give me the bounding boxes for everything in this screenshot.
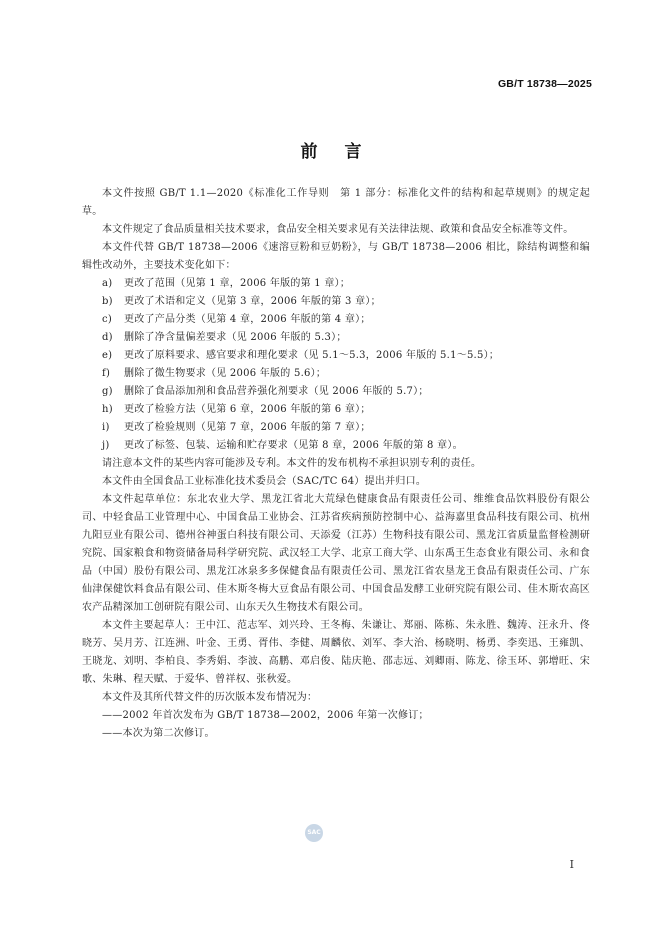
standard-code: GB/T 18738—2025 bbox=[497, 78, 592, 90]
list-item-text: 更改了原料要求、感官要求和理化要求（见 5.1～5.3，2006 年版的 5.1～5.5）； bbox=[124, 350, 500, 361]
paragraph-drafters: 本文件主要起草人：王中江、范志军、刘兴玲、王冬梅、朱谦让、郑丽、陈栋、朱永胜、魏涛、汪永升、佟晓芳、吴月芳、江连洲、叶金、王勇、胥伟、李健、周麟依、刘军、李大治、杨晓明、杨勇、李奕迅、王雍凯、王晓龙、刘明、李柏良、李秀娟、李波、高鹏、邓启俊、陆庆艳、邵志远、刘卿雨、陈龙、徐玉环、郭增旺、宋歌、朱琳、程天赋、于爱华、曾祥权、张秋爱。 bbox=[82, 620, 590, 685]
paragraph-patent-notice: 请注意本文件的某些内容可能涉及专利。本文件的发布机构不承担识别专利的责任。 bbox=[102, 458, 482, 469]
list-item bbox=[82, 437, 590, 455]
list-item-label: c) bbox=[102, 314, 113, 325]
history-item: ——2002 年首次发布为 GB/T 18738—2002，2006 年第一次修订； bbox=[102, 710, 429, 721]
list-item-text: 更改了检验规则（见第 7 章，2006 年版的第 7 章）； bbox=[124, 422, 371, 433]
page-title: 前言 bbox=[300, 142, 389, 162]
list-item bbox=[82, 275, 590, 293]
paragraph-drafting-rules: 本文件按照 GB/T 1.1—2020《标准化工作导则 第 1 部分：标准化文件的结构和起草规则》的规定起草。 bbox=[82, 188, 590, 217]
paragraph-scope-note: 本文件规定了食品质量相关技术要求，食品安全相关要求见有关法律法规、政策和食品安全标准等文件。 bbox=[102, 224, 574, 235]
paragraph-drafting-units: 本文件起草单位：东北农业大学、黑龙江省北大荒绿色健康食品有限责任公司、维维食品饮料股份有限公司、中轻食品工业管理中心、中国食品工业协会、江苏省疾病预防控制中心、益海嘉里食品科技有限公司、杭州九阳豆业有限公司、德州谷神蛋白科技有限公司、天添爱（江苏）生物科技有限公司、黑龙江省质量监督检测研究院、国家粮食和物资储备局科学研究院、武汉轻工大学、北京工商大学、山东禹王生态食业有限公司、永和食品（中国）股份有限公司、黑龙江冰泉多多保健食品有限责任公司、黑龙江省农垦龙王食品有限责任公司、广东仙津保健饮料食品有限公司、佳木斯冬梅大豆食品有限公司、中国食品发酵工业研究院有限公司、佳木斯农高区农产品精深加工创研院有限公司、山东天久生物技术有限公司。 bbox=[82, 494, 590, 613]
sac-seal-icon: SAC bbox=[305, 824, 323, 842]
list-item bbox=[82, 419, 590, 437]
list-item bbox=[82, 365, 590, 383]
paragraph-replaces: 本文件代替 GB/T 18738—2006《速溶豆粉和豆奶粉》，与 GB/T 18738—2006 相比，除结构调整和编辑性改动外，主要技术变化如下： bbox=[82, 242, 590, 271]
list-item bbox=[82, 293, 590, 311]
list-item-label: a) bbox=[102, 278, 113, 289]
list-item-label: f) bbox=[102, 368, 111, 379]
list-item-label: i) bbox=[102, 422, 110, 433]
list-item-label: h) bbox=[102, 404, 113, 415]
list-item bbox=[82, 383, 590, 401]
list-item-label: b) bbox=[102, 296, 113, 307]
list-item bbox=[82, 401, 590, 419]
list-item-text: 更改了术语和定义（见第 3 章，2006 年版的第 3 章）； bbox=[124, 296, 381, 307]
paragraph-proposer: 本文件由全国食品工业标准化技术委员会（SAC/TC 64）提出并归口。 bbox=[102, 476, 427, 487]
paragraph-history-intro: 本文件及其所代替文件的历次版本发布情况为： bbox=[102, 692, 318, 703]
list-item-text: 删除了食品添加剂和食品营养强化剂要求（见 2006 年版的 5.7）； bbox=[124, 386, 429, 397]
list-item-text: 更改了范围（见第 1 章，2006 年版的第 1 章）； bbox=[124, 278, 351, 289]
history-item: ——本次为第二次修订。 bbox=[102, 728, 215, 739]
list-item-label: d) bbox=[102, 332, 113, 343]
page-number: I bbox=[569, 858, 574, 871]
list-item-text: 删除了微生物要求（见 2006 年版的 5.6）； bbox=[124, 368, 327, 379]
list-item-text: 删除了净含量偏差要求（见 2006 年版的 5.3）； bbox=[124, 332, 347, 343]
changes-list bbox=[82, 275, 590, 455]
list-item-text: 更改了标签、包装、运输和贮存要求（见第 8 章，2006 年版的第 8 章）。 bbox=[124, 440, 463, 451]
list-item-label: j) bbox=[102, 440, 110, 451]
list-item bbox=[82, 347, 590, 365]
list-item bbox=[82, 311, 590, 329]
foreword-body bbox=[82, 185, 590, 743]
list-item-text: 更改了产品分类（见第 4 章，2006 年版的第 4 章）； bbox=[124, 314, 371, 325]
list-item-label: g) bbox=[102, 386, 113, 397]
list-item-label: e) bbox=[102, 350, 113, 361]
list-item bbox=[82, 329, 590, 347]
list-item-text: 更改了检验方法（见第 6 章，2006 年版的第 6 章）； bbox=[124, 404, 371, 415]
